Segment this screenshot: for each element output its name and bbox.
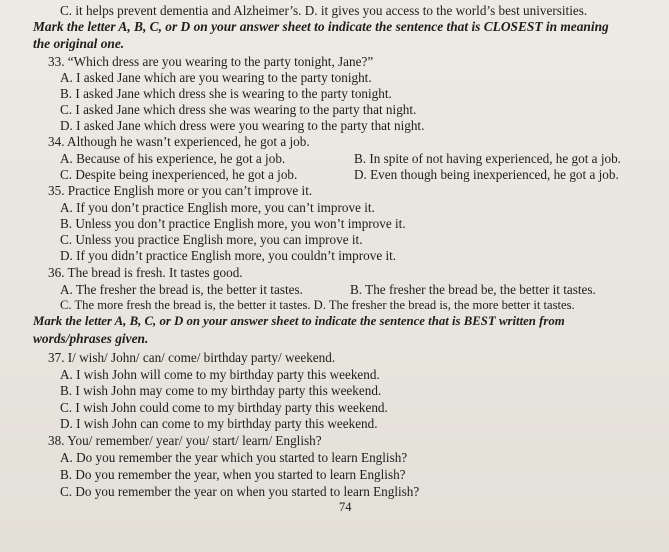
question-36-option-b: B. The fresher the bread be, the better it tastes. bbox=[350, 282, 596, 297]
question-35-option-c: C. Unless you practice English more, you can improve it. bbox=[60, 232, 363, 247]
question-35: 35. Practice English more or you can’t improve it. bbox=[48, 183, 313, 198]
instruction-best-written: Mark the letter A, B, C, or D on your answer sheet to indicate the sentence that is BEST written from bbox=[33, 314, 565, 328]
question-34-option-a: A. Because of his experience, he got a job. bbox=[60, 151, 286, 166]
instruction-closest-meaning: Mark the letter A, B, C, or D on your answer sheet to indicate the sentence that is CLOSEST in meaning bbox=[33, 19, 609, 34]
question-34: 34. Although he wasn’t experienced, he got a job. bbox=[48, 134, 310, 149]
instruction-best-written-cont: words/phrases given. bbox=[33, 331, 149, 346]
question-34-option-c: C. Despite being inexperienced, he got a job. bbox=[60, 167, 298, 182]
question-36-option-c-d: C. The more fresh the bread is, the better it tastes. D. The fresher the bread is, the more better it tastes. bbox=[60, 298, 575, 312]
question-34-option-b: B. In spite of not having experienced, he got a job. bbox=[354, 151, 621, 166]
question-34-option-d: D. Even though being inexperienced, he got a job. bbox=[354, 167, 619, 182]
question-37-option-a: A. I wish John will come to my birthday party this weekend. bbox=[60, 367, 380, 382]
question-38-option-c: C. Do you remember the year on when you started to learn English? bbox=[60, 484, 420, 499]
question-35-option-b: B. Unless you don’t practice English more, you won’t improve it. bbox=[60, 216, 406, 231]
question-33: 33. “Which dress are you wearing to the party tonight, Jane?” bbox=[48, 54, 374, 69]
question-33-option-d: D. I asked Jane which dress were you wearing to the party that night. bbox=[60, 118, 425, 133]
question-35-option-a: A. If you don’t practice English more, you can’t improve it. bbox=[60, 200, 375, 215]
question-36-option-a: A. The fresher the bread is, the better it tastes. bbox=[60, 282, 303, 297]
question-37-option-c: C. I wish John could come to my birthday party this weekend. bbox=[60, 400, 388, 415]
question-38-option-a: A. Do you remember the year which you started to learn English? bbox=[60, 450, 408, 465]
previous-option-line: C. it helps prevent dementia and Alzheimer’s. D. it gives you access to the world’s best universities. bbox=[60, 3, 588, 18]
question-35-option-d: D. If you didn’t practice English more, you couldn’t improve it. bbox=[60, 248, 397, 263]
question-33-option-b: B. I asked Jane which dress she is wearing to the party tonight. bbox=[60, 86, 392, 101]
question-36: 36. The bread is fresh. It tastes good. bbox=[48, 265, 243, 280]
question-37-option-d: D. I wish John can come to my birthday party this weekend. bbox=[60, 416, 378, 431]
question-38: 38. You/ remember/ year/ you/ start/ learn/ English? bbox=[48, 433, 322, 448]
question-37: 37. I/ wish/ John/ can/ come/ birthday party/ weekend. bbox=[48, 350, 336, 365]
question-38-option-b: B. Do you remember the year, when you started to learn English? bbox=[60, 467, 406, 482]
page-number: 74 bbox=[339, 500, 352, 514]
question-33-option-c: C. I asked Jane which dress she was wearing to the party that night. bbox=[60, 102, 417, 117]
instruction-closest-meaning-cont: the original one. bbox=[33, 36, 125, 51]
question-33-option-a: A. I asked Jane which are you wearing to the party tonight. bbox=[60, 70, 372, 85]
question-37-option-b: B. I wish John may come to my birthday party this weekend. bbox=[60, 383, 382, 398]
